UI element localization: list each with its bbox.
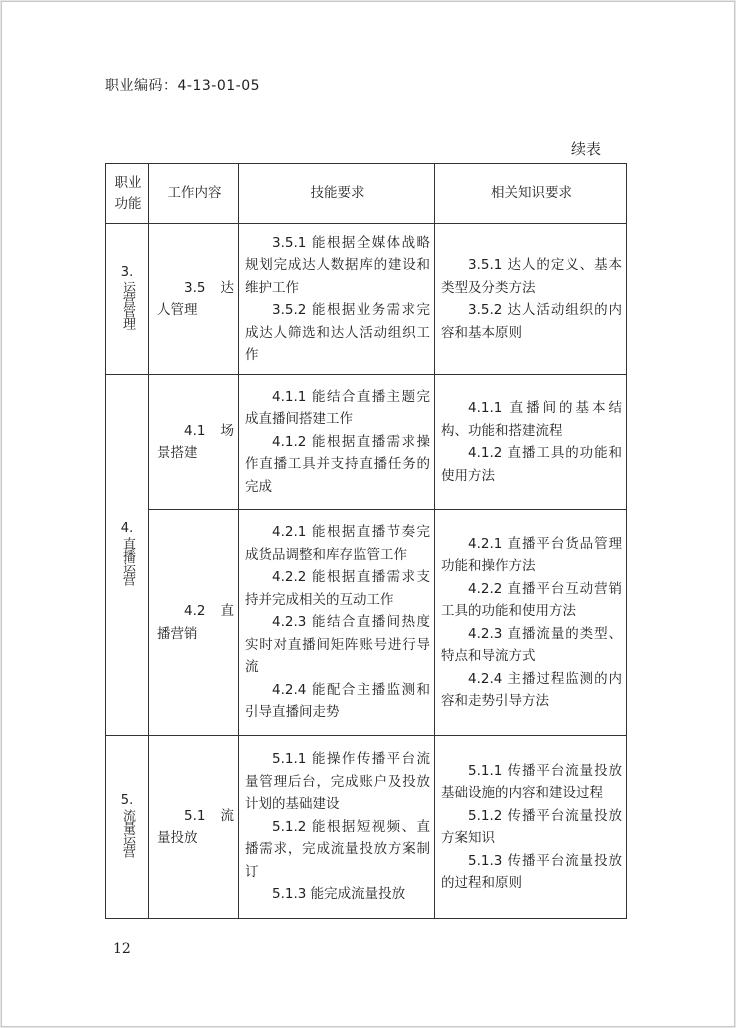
- header-knowledge: 相关知识要求: [435, 164, 627, 224]
- table-row: [106, 375, 627, 510]
- function-cell-3: 3. 运营管理: [106, 224, 149, 375]
- table-row: [106, 224, 627, 375]
- competency-table: [105, 163, 627, 919]
- page-number: 12: [113, 941, 131, 957]
- work-cell: 3.5 达人管理: [149, 224, 239, 375]
- occupation-code: 职业编码：4-13-01-05: [105, 78, 261, 94]
- work-cell: 4.1 场景搭建: [149, 375, 239, 510]
- table-header-row: [106, 164, 627, 224]
- knowledge-cell: 4.2.1 直播平台货品管理功能和操作方法 4.2.2 直播平台互动营销工具的功能和使用方法 4.2.3 直播流量的类型、特点和导流方式 4.2.4 主播过程监测的内容和走势引导方法: [435, 510, 627, 736]
- skills-cell: 5.1.1 能操作传播平台流量管理后台，完成账户及投放计划的基础建设 5.1.2 能根据短视频、直播需求，完成流量投放方案制订 5.1.3 能完成流量投放: [239, 736, 435, 919]
- header-work: 工作内容: [149, 164, 239, 224]
- document-page: [1, 1, 735, 1027]
- skills-cell: 4.1.1 能结合直播主题完成直播间搭建工作 4.1.2 能根据直播需求操作直播工具并支持直播任务的完成: [239, 375, 435, 510]
- function-cell-5: 5. 流量运营: [106, 736, 149, 919]
- header-skills: 技能要求: [239, 164, 435, 224]
- work-cell: 4.2 直播营销: [149, 510, 239, 736]
- work-cell: 5.1 流量投放: [149, 736, 239, 919]
- knowledge-cell: 3.5.1 达人的定义、基本类型及分类方法 3.5.2 达人活动组织的内容和基本原则: [435, 224, 627, 375]
- skills-cell: 4.2.1 能根据直播节奏完成货品调整和库存监管工作 4.2.2 能根据直播需求支持并完成相关的互动工作 4.2.3 能结合直播间热度实时对直播间矩阵账号进行导流 4.2.4 能配合主播监测和引导直播间走势: [239, 510, 435, 736]
- table-row: [106, 510, 627, 736]
- continued-label: 续表: [571, 140, 602, 158]
- header-function: 职业功能: [106, 164, 149, 224]
- skills-cell: 3.5.1 能根据全媒体战略规划完成达人数据库的建设和维护工作 3.5.2 能根据业务需求完成达人筛选和达人活动组织工作: [239, 224, 435, 375]
- knowledge-cell: 4.1.1 直播间的基本结构、功能和搭建流程 4.1.2 直播工具的功能和使用方法: [435, 375, 627, 510]
- knowledge-cell: 5.1.1 传播平台流量投放基础设施的内容和建设过程 5.1.2 传播平台流量投放方案知识 5.1.3 传播平台流量投放的过程和原则: [435, 736, 627, 919]
- function-cell-4: 4. 直播运营: [106, 375, 149, 736]
- table-row: [106, 736, 627, 919]
